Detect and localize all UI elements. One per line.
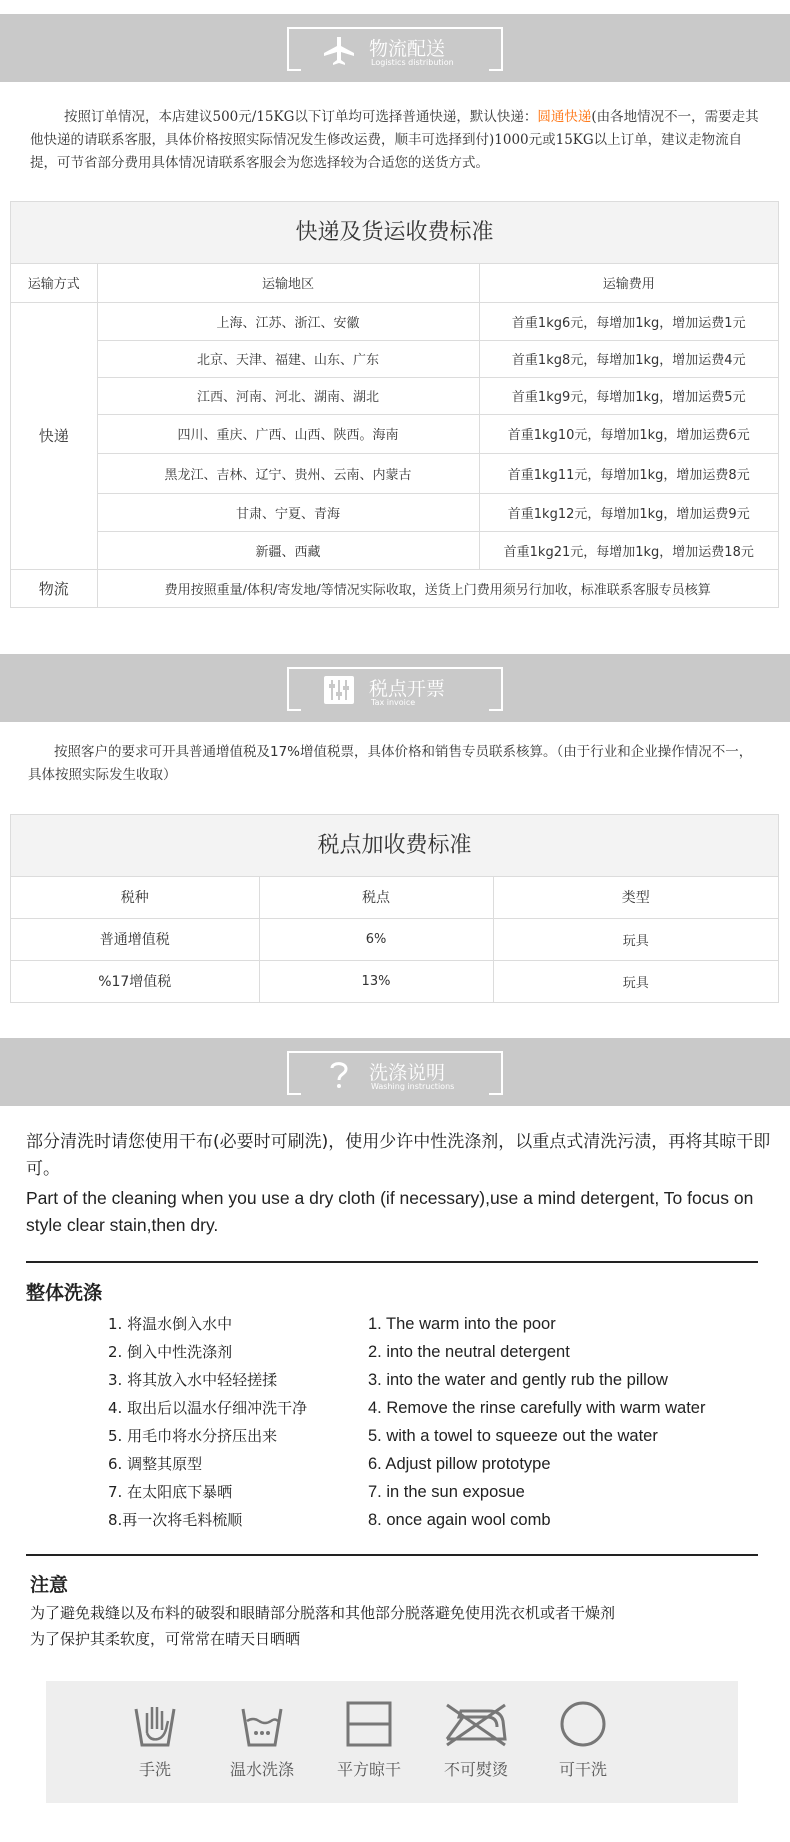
header-tax-rate: 税点 [259,877,493,918]
note-line: 为了避免栽缝以及布料的破裂和眼睛部分脱落和其他部分脱落避免使用洗衣机或者干燥剂 [30,1604,616,1622]
question-mark-icon [323,1059,355,1089]
step-cn: 4. 取出后以温水仔细冲洗干净 [108,1399,308,1417]
header-transport-fee: 运输费用 [479,264,778,302]
step-en: 2. into the neutral detergent [368,1343,570,1361]
step-en: 3. into the water and gently rub the pillow [368,1371,668,1389]
freight-description: 费用按照重量/体积/寄发地/等情况实际收取，送货上门费用须另行加收，标准联系客服专员核算 [97,569,778,607]
washing-steps-cn [108,1310,307,1534]
step-cn: 7. 在太阳底下暴晒 [108,1483,233,1501]
care-label: 手洗 [138,1760,171,1779]
care-label: 平方晾干 [336,1760,401,1779]
washing-banner [0,1038,790,1106]
section-divider [26,1554,758,1556]
region-cell: 甘肃、宁夏、青海 [97,493,479,531]
region-cell: 新疆、西藏 [97,531,479,569]
care-label: 温水洗涤 [229,1760,294,1779]
step-en: 5. with a towel to squeeze out the water [368,1427,658,1445]
tax-invoice-icon [323,675,355,705]
warm-water-wash-icon [239,1699,285,1749]
fee-cell: 首重1kg9元，每增加1kg，增加运费5元 [479,377,778,414]
care-symbols-bar [46,1681,738,1803]
tax-intro: 按照客户的要求可开具普通增值税及17%增值税票，具体价格和销售专员联系核算。（由于行业和企业操作情况不一，具体按照实际发生收取） [28,744,753,783]
step-en: 8. once again wool comb [368,1511,551,1529]
express-label: 快递 [11,302,97,569]
header-tax-type: 类型 [493,877,778,918]
tax-type-cell: 玩具 [493,918,778,960]
airplane-icon [323,35,355,65]
step-en: 7. in the sun exposue [368,1483,525,1501]
tax-fee-table-title: 税点加收费标准 [11,815,778,877]
step-cn: 5. 用毛巾将水分挤压出来 [108,1427,278,1445]
washing-banner-subtitle: Washing instructions [371,1082,455,1091]
tax-type-cell: 玩具 [493,960,778,1002]
tax-fee-table [10,814,779,1003]
washing-banner-title: 洗涤说明 [369,1062,446,1084]
header-transport-method: 运输方式 [11,264,97,302]
step-en: 4. Remove the rinse carefully with warm water [368,1399,706,1417]
overall-washing-title: 整体洗涤 [26,1282,103,1304]
care-item-warm-wash [207,1699,317,1780]
region-cell: 黑龙江、吉林、辽宁、贵州、云南、内蒙古 [97,453,479,493]
care-label: 可干洗 [558,1760,607,1779]
logistics-banner-subtitle: Logistics distribution [371,58,454,67]
logistics-intro [30,106,765,175]
fee-cell: 首重1kg12元，每增加1kg，增加运费9元 [479,493,778,531]
default-courier-highlight: 圆通快递 [537,109,592,125]
fee-cell: 首重1kg11元，每增加1kg，增加运费8元 [479,453,778,493]
note-title: 注意 [30,1574,69,1596]
tax-rate-cell: 13% [259,960,493,1002]
region-cell: 上海、江苏、浙江、安徽 [97,302,479,340]
step-en: 6. Adjust pillow prototype [368,1455,551,1473]
care-item-no-iron [421,1699,531,1780]
section-divider [26,1261,758,1263]
step-en: 1. The warm into the poor [368,1315,556,1333]
care-item-hand-wash [100,1699,210,1780]
fee-cell: 首重1kg8元，每增加1kg，增加运费4元 [479,340,778,377]
fee-cell: 首重1kg21元，每增加1kg，增加运费18元 [479,531,778,569]
care-item-flat-dry [314,1699,424,1780]
washing-steps-en [368,1310,705,1534]
washing-intro-en: Part of the cleaning when you use a dry cloth (if necessary),use a mind detergent, To focus on style clear stain,then dry. [26,1188,754,1235]
logistics-banner [0,14,790,82]
note-line: 为了保护其柔软度，可常常在晴天日晒晒 [30,1630,301,1648]
fee-cell: 首重1kg10元，每增加1kg，增加运费6元 [479,414,778,453]
region-cell: 北京、天津、福建、山东、广东 [97,340,479,377]
freight-label: 物流 [11,569,97,607]
no-iron-icon [441,1699,511,1749]
fee-cell: 首重1kg6元，每增加1kg，增加运费1元 [479,302,778,340]
shipping-fee-table [10,201,779,608]
logistics-banner-frame [287,27,503,71]
flat-dry-icon [344,1699,394,1749]
step-cn: 6. 调整其原型 [108,1455,203,1473]
step-cn: 3. 将其放入水中轻轻搓揉 [108,1371,278,1389]
care-label: 不可熨烫 [443,1760,508,1779]
tax-banner-title: 税点开票 [369,678,446,700]
region-cell: 四川、重庆、广西、山西、陕西。海南 [97,414,479,453]
header-tax-kind: 税种 [11,877,259,918]
step-cn: 1. 将温水倒入水中 [108,1315,233,1333]
step-cn: 8.再一次将毛料梳顺 [108,1511,243,1529]
shipping-fee-table-title: 快递及货运收费标准 [11,202,778,264]
header-transport-region: 运输地区 [97,264,479,302]
step-cn: 2. 倒入中性洗涤剂 [108,1343,233,1361]
note-text [30,1600,615,1652]
tax-kind-cell: 普通增值税 [11,918,259,960]
hand-wash-icon [132,1699,178,1749]
logistics-intro-text: 按照订单情况，本店建议500元/15KG以下订单均可选择普通快递，默认快递： [64,109,538,125]
washing-banner-frame [287,1051,503,1095]
region-cell: 江西、河南、河北、湖南、湖北 [97,377,479,414]
care-item-dry-clean [528,1699,638,1780]
tax-rate-cell: 6% [259,918,493,960]
tax-banner-subtitle: Tax invoice [371,698,416,707]
tax-banner [0,654,790,722]
logistics-intro-text-2: (由各地情况不一，需要走其他快递的请联系客服，具体价格按照实际情况发生修改运费，顺丰可选择到付)1000元或15KG以上订单，建议走物流自提，可节省部分费用具体情况请联系客服会为您选择较为合适您的送货方式。 [30,109,759,171]
tax-kind-cell: %17增值税 [11,960,259,1002]
washing-intro-cn: 部分清洗时请您使用干布(必要时可刷洗)，使用少许中性洗涤剂，以重点式清洗污渍，再将其晾干即可。 [26,1132,771,1179]
dry-clean-icon [558,1699,608,1749]
tax-banner-frame [287,667,503,711]
logistics-banner-title: 物流配送 [369,38,446,60]
